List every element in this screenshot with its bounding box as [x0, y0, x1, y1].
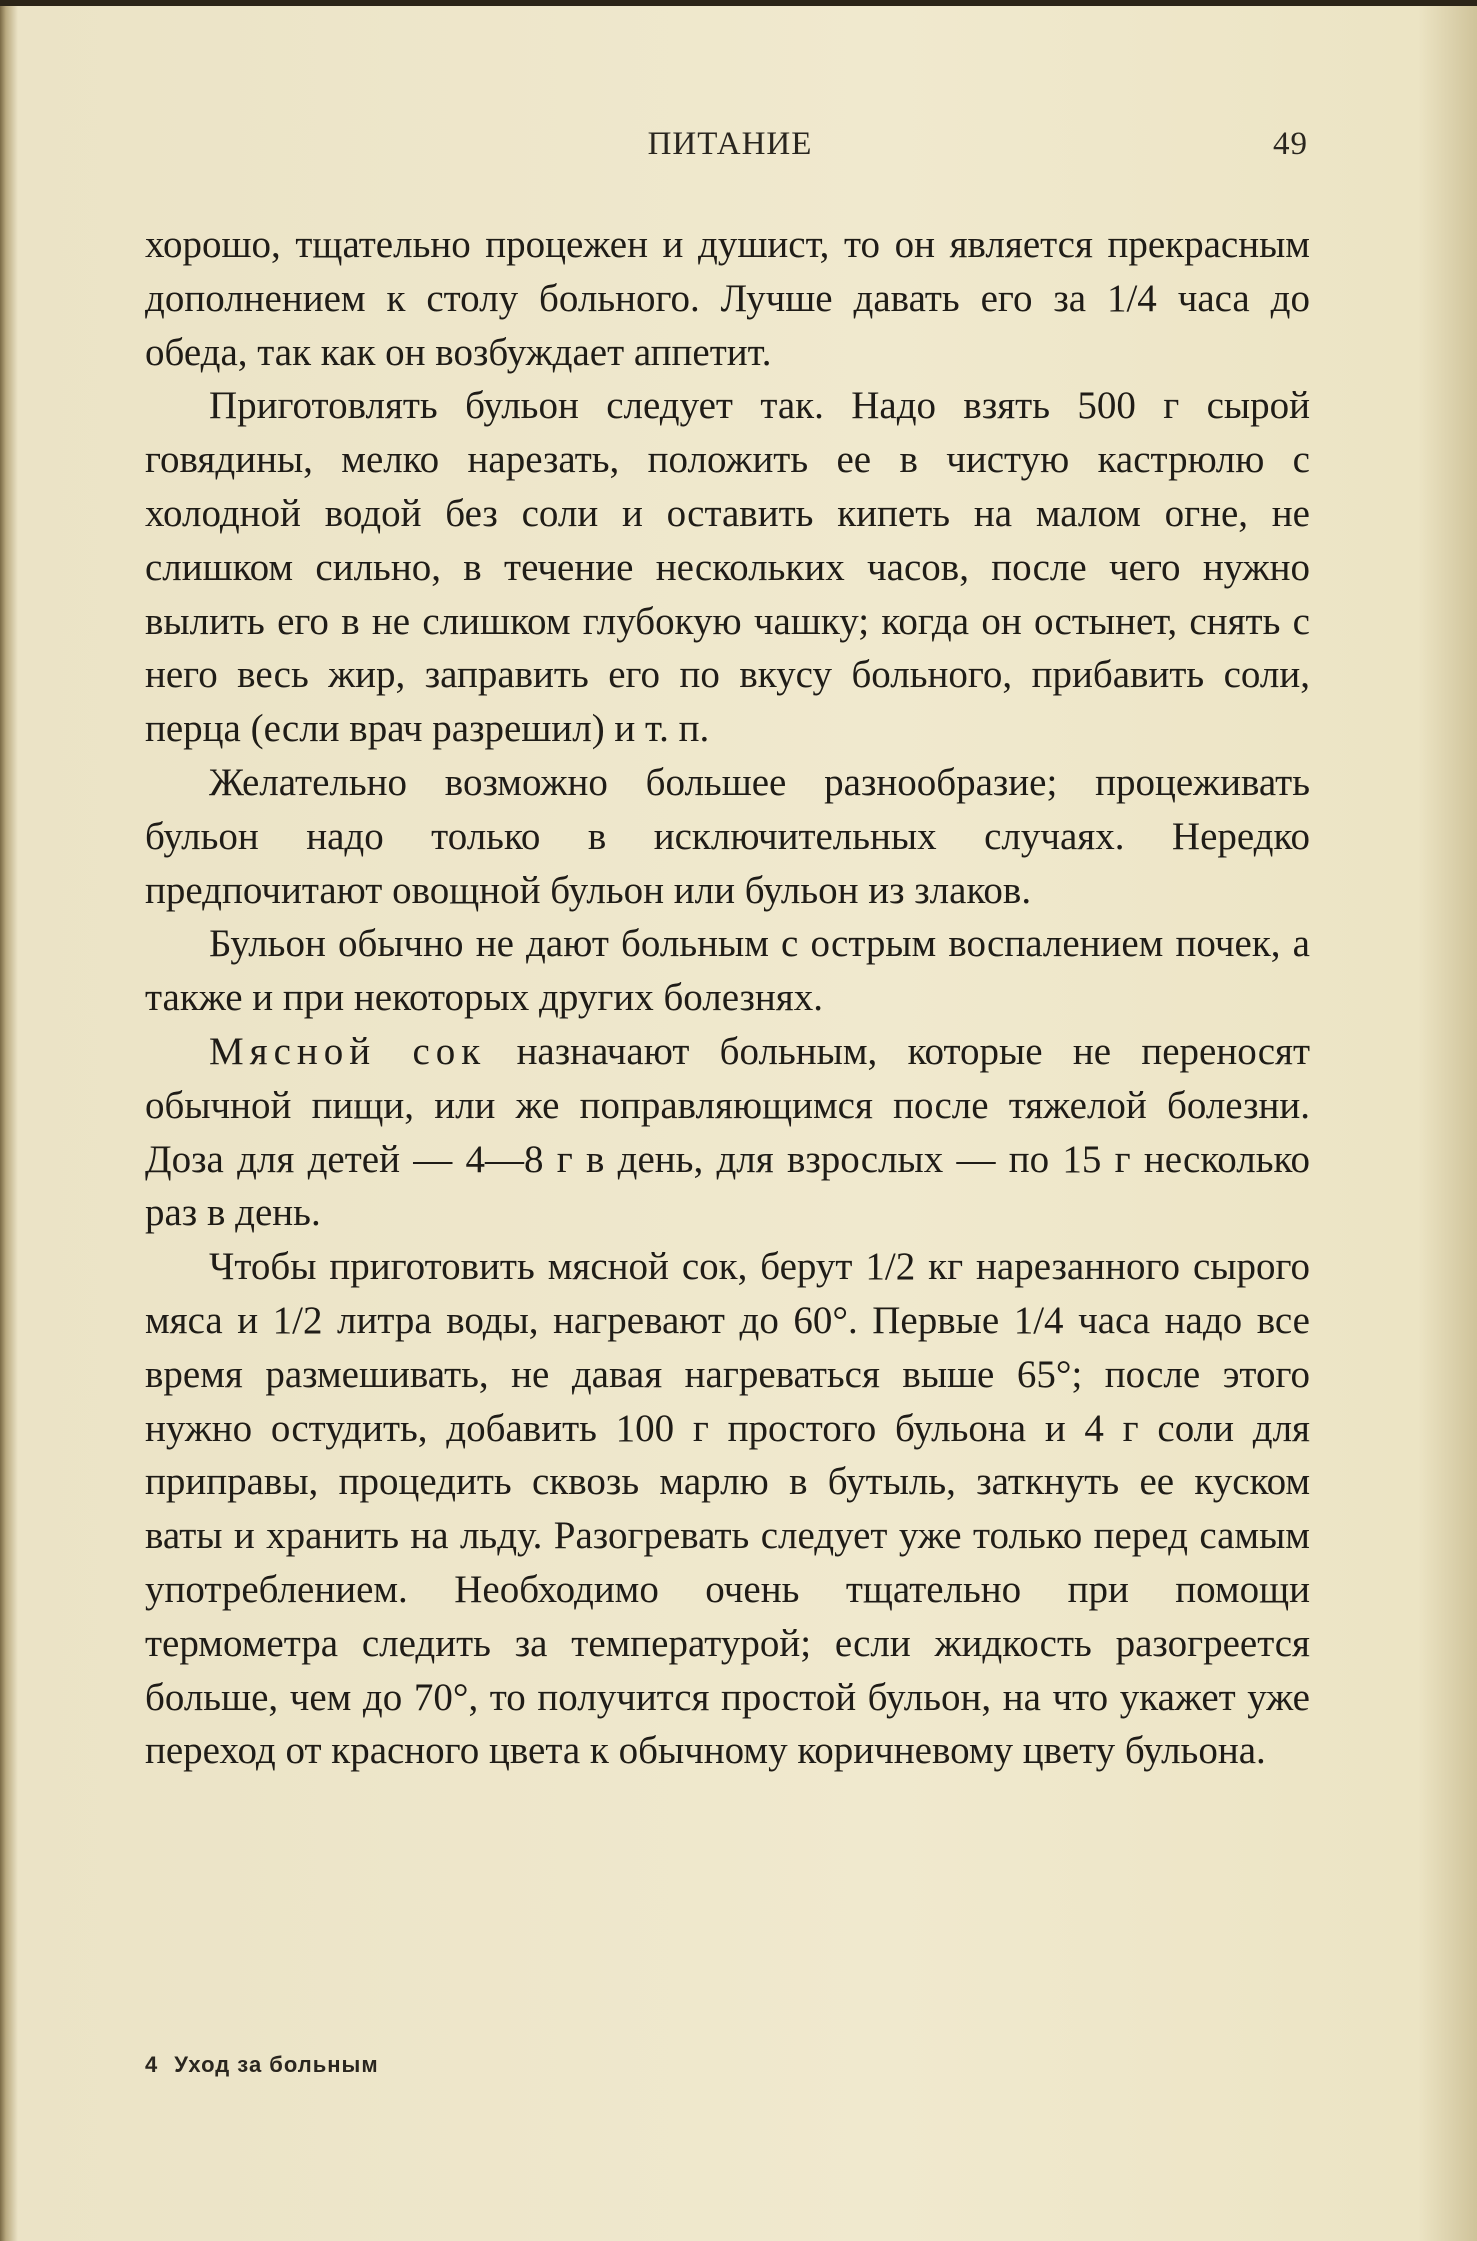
paragraph: [145, 1240, 1310, 1778]
paragraph: [145, 379, 1310, 756]
signature-mark: 4: [145, 2052, 159, 2077]
paragraph-text: Чтобы приготовить мясной сок, берут 1/2 кг нарезанного сырого мяса и 1/2 литра воды, нагревают до 60°. Первые 1/4 часа надо все время размешивать, не давая нагреваться выше 65°; после этого нужно остудить, добавить 100 г простого бульона и 4 г соли для приправы, процедить сквозь марлю в бутыль, заткнуть ее куском ваты и хранить на льду. Разогревать следует уже только перед самым употреблением. Необходимо очень тщательно при помощи термометра следить за температурой; если жидкость разогреется больше, чем до 70°, то получится простой бульон, на что укажет уже переход от красного цвета к обычному коричневому цвету бульона.: [145, 1245, 1310, 1773]
paragraph-text: Желательно возможно большее разнообразие; процеживать бульон надо только в исключительных случаях. Нередко предпочитают овощной бульон или бульон из злаков.: [145, 760, 1310, 912]
paragraph: [145, 1025, 1310, 1240]
paragraph-text: Приготовлять бульон следует так. Надо взять 500 г сырой говядины, мелко нарезать, положить ее в чистую кастрюлю с холодной водой без соли и оставить кипеть на малом огне, не слишком сильно, в течение нескольких часов, после чего нужно вылить его в не слишком глубокую чашку; когда он остынет, снять с него весь жир, заправить его по вкусу больного, прибавить соли, перца (если врач разрешил) и т. п.: [145, 384, 1310, 751]
paragraph-text: Бульон обычно не дают больным с острым воспалением почек, а также и при некоторых других болезнях.: [145, 922, 1310, 1020]
running-header: [140, 126, 1320, 176]
footer-signature: [145, 2052, 379, 2078]
body-text: [145, 218, 1310, 1778]
paragraph-text: назначают больным, которые не переносят обычной пищи, или же поправляющимся после тяжелой болезни. Доза для детей — 4—8 г в день, для взрослых — по 15 г несколько раз в день.: [145, 1029, 1310, 1235]
page-number: 49: [1273, 126, 1308, 162]
spaced-term: Мясной сок: [209, 1029, 487, 1073]
paragraph: [145, 756, 1310, 917]
page-top-edge: [0, 0, 1477, 6]
footer-text: Уход за больным: [174, 2052, 379, 2077]
header-title: ПИТАНИЕ: [647, 126, 813, 162]
paragraph-text: хорошо, тщательно процежен и душист, то он является прекрасным дополнением к столу больного. Лучше давать его за 1/4 часа до обеда, так как он возбуждает аппетит.: [145, 223, 1310, 374]
paragraph: [145, 218, 1310, 379]
paragraph: [145, 917, 1310, 1025]
